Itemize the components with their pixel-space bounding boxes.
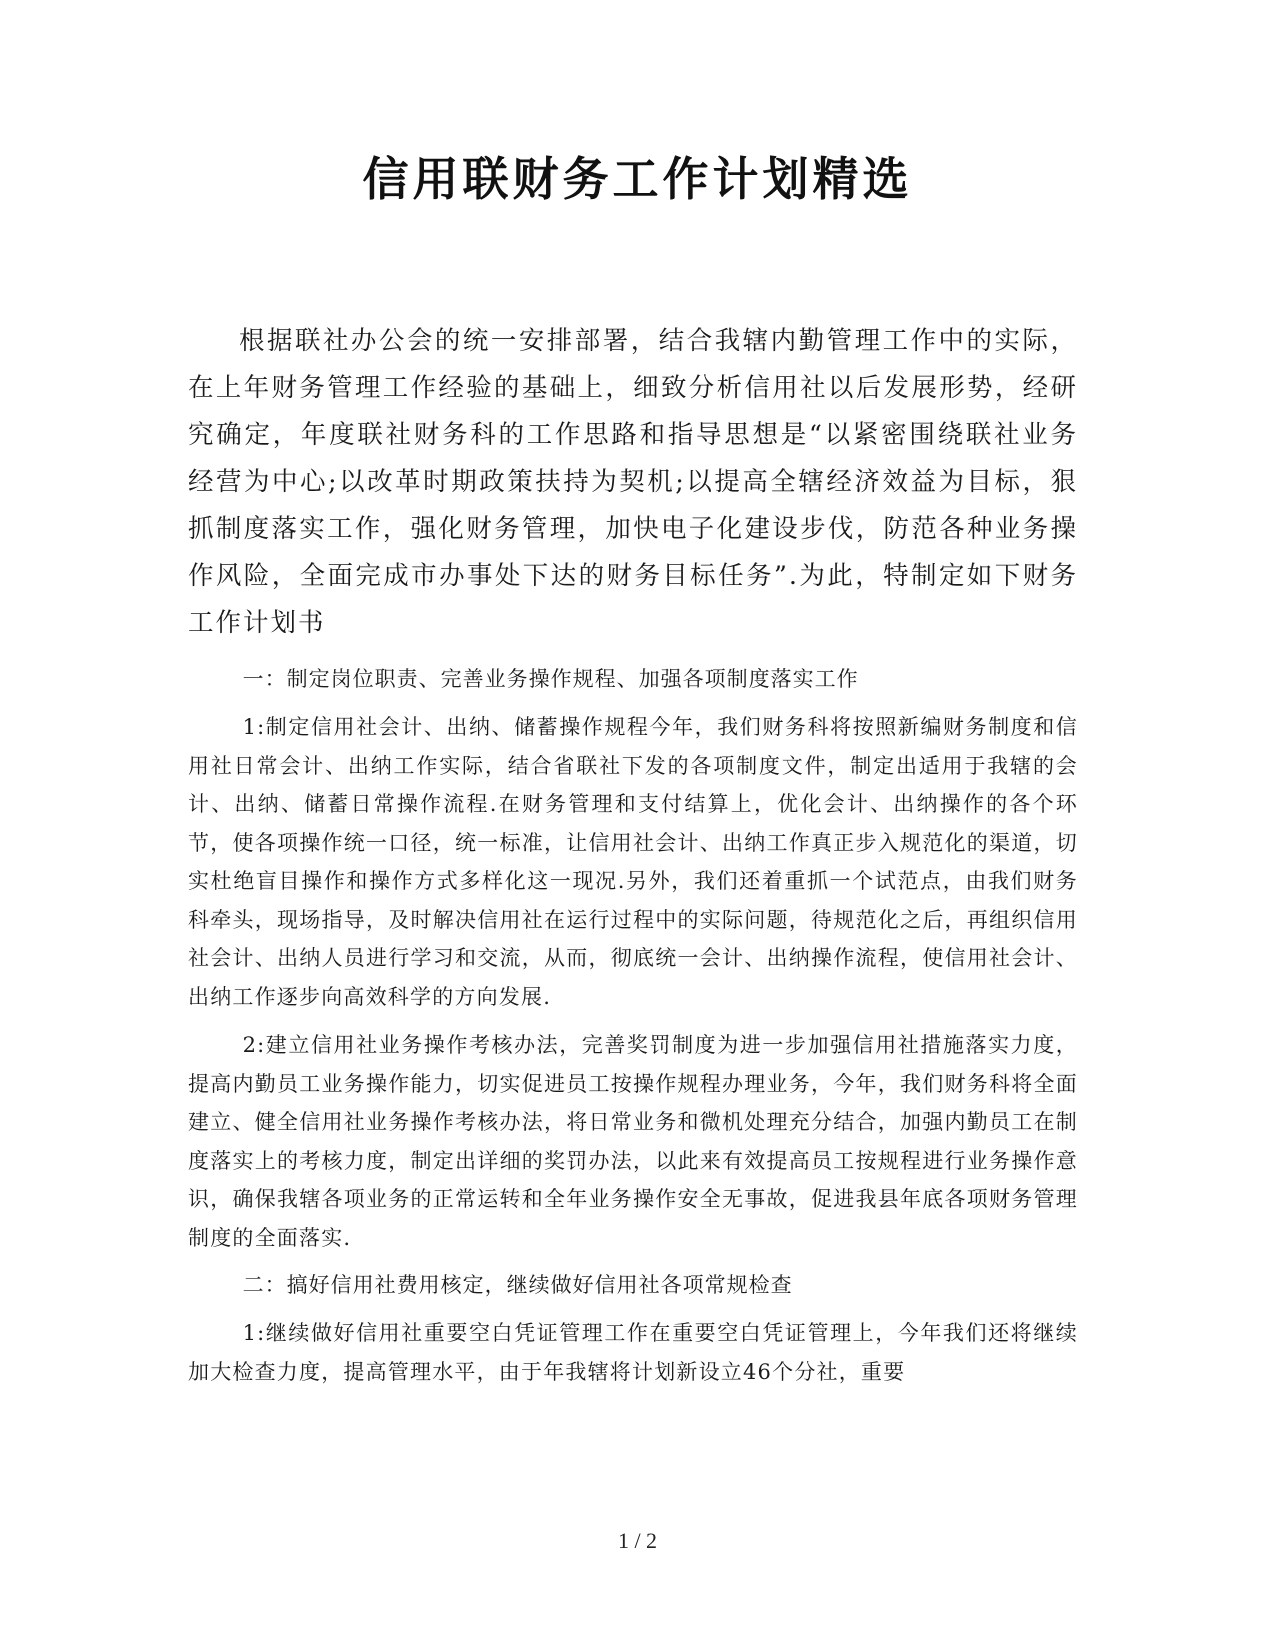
intro-paragraph: 根据联社办公会的统一安排部署，结合我辖内勤管理工作中的实际，在上年财务管理工作经验的基础上，细致分析信用社以后发展形势，经研究确定，年度联社财务科的工作思路和指导思想是“以紧密围绕联社业务经营为中心;以改革时期政策扶持为契机;以提高全辖经济效益为目标，狠抓制度落实工作，强化财务管理，加快电子化建设步伐，防范各种业务操作风险，全面完成市办事处下达的财务目标任务”.为此，特制定如下财务工作计划书 [188,326,1078,638]
document-body [188,318,1078,1401]
section-1-paragraph-1: 1:制定信用社会计、出纳、储蓄操作规程今年，我们财务科将按照新编财务制度和信用社日常会计、出纳工作实际，结合省联社下发的各项制度文件，制定出适用于我辖的会计、出纳、储蓄日常操作流程.在财务管理和支付结算上，优化会计、出纳操作的各个环节，使各项操作统一口径，统一标准，让信用社会计、出纳工作真正步入规范化的渠道，切实杜绝盲目操作和操作方式多样化这一现况.另外，我们还着重抓一个试范点，由我们财务科牵头，现场指导，及时解决信用社在运行过程中的实际问题，待规范化之后，再组织信用社会计、出纳人员进行学习和交流，从而，彻底统一会计、出纳操作流程，使信用社会计、出纳工作逐步向高效科学的方向发展. [188,715,1078,1009]
section-1-heading: 一：制定岗位职责、完善业务操作规程、加强各项制度落实工作 [242,667,859,691]
section-2-heading: 二：搞好信用社费用核定，继续做好信用社各项常规检查 [242,1273,793,1297]
section-2-paragraph-1: 1:继续做好信用社重要空白凭证管理工作在重要空白凭证管理上，今年我们还将继续加大检查力度，提高管理水平，由于年我辖将计划新设立46个分社，重要 [188,1321,1078,1384]
page-number: 1 / 2 [617,1528,658,1553]
document-title: 信用联财务工作计划精选 [362,152,913,206]
section-1-paragraph-2: 2:建立信用社业务操作考核办法，完善奖罚制度为进一步加强信用社措施落实力度，提高内勤员工业务操作能力，切实促进员工按操作规程办理业务，今年，我们财务科将全面建立、健全信用社业务操作考核办法，将日常业务和微机处理充分结合，加强内勤员工在制度落实上的考核力度，制定出详细的奖罚办法，以此来有效提高员工按规程进行业务操作意识，确保我辖各项业务的正常运转和全年业务操作安全无事故，促进我县年底各项财务管理制度的全面落实. [188,1033,1078,1250]
